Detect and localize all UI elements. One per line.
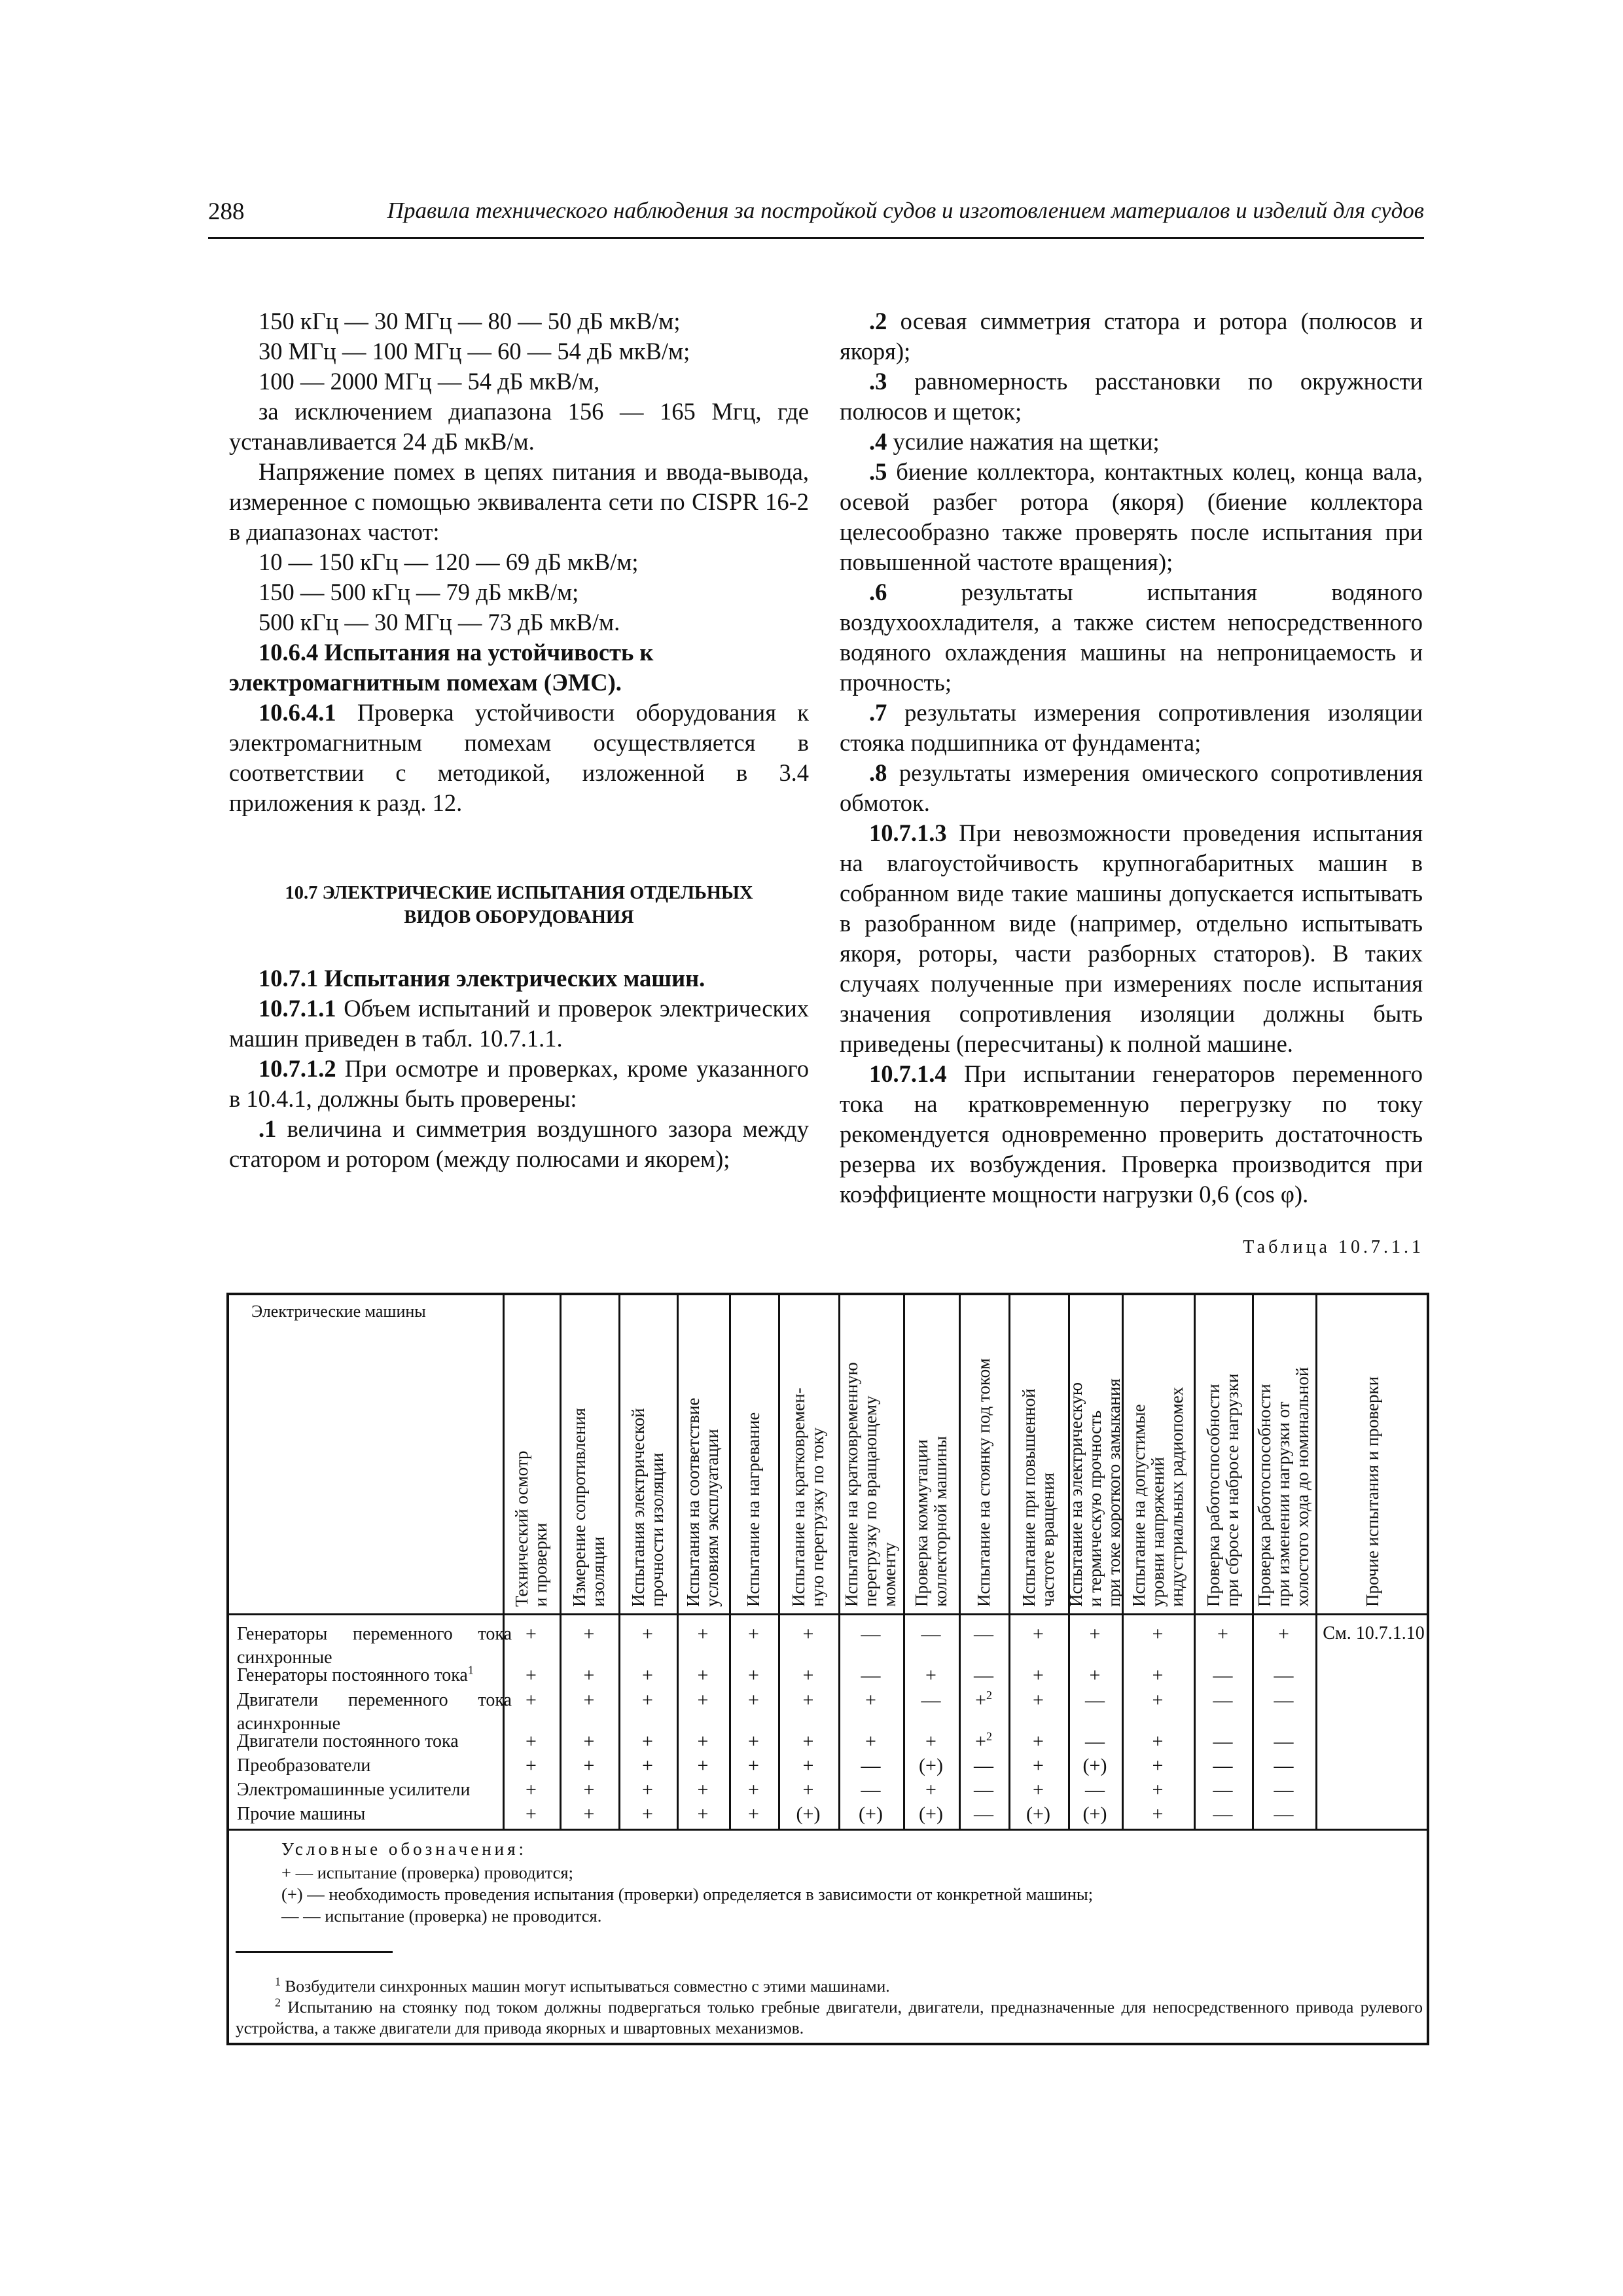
table-cell: +	[1278, 1623, 1289, 1645]
column-header-label: Проверка работоспособности при изменении нагрузки от холостого хода до номинальной	[1255, 1367, 1312, 1607]
table-cell: +	[748, 1731, 759, 1752]
column-header	[677, 1295, 729, 1613]
list-item-7	[840, 698, 1423, 758]
item-text: биение коллектора, контактных колец, конца вала, осевой разбег ротора (якоря) (биение коллектора целесообразно также проверять после испытания при повышенной частоте вращения);	[840, 458, 1423, 575]
table-cell: —	[974, 1779, 993, 1801]
list-item-6	[840, 577, 1423, 698]
table-cell: —	[1085, 1731, 1105, 1752]
column-header	[729, 1295, 778, 1613]
table-cell: +	[642, 1664, 653, 1686]
table-cell: +	[748, 1779, 759, 1801]
column-header	[903, 1295, 959, 1613]
table-cell: +	[583, 1623, 595, 1645]
list-item-2	[840, 306, 1423, 367]
clause-10-6-4-1	[229, 698, 809, 818]
table-cell: +	[1152, 1664, 1164, 1686]
table-cell: +	[1033, 1779, 1044, 1801]
table-cell: +	[925, 1779, 936, 1801]
item-text: величина и симметрия воздушного зазора между статором и ротором (между полюсами и якорем);	[229, 1115, 810, 1172]
clause-number: 10.7.1.2	[259, 1055, 336, 1082]
table-cell: +	[697, 1689, 709, 1711]
column-header	[1065, 1295, 1124, 1613]
table-cell: —	[1213, 1779, 1233, 1801]
table-cell: +	[697, 1779, 709, 1801]
row-label-text: Прочие машины	[237, 1804, 366, 1824]
table-cell: +	[1152, 1755, 1164, 1776]
table-cell: +	[697, 1755, 709, 1776]
section-title-line1: 10.7 ЭЛЕКТРИЧЕСКИЕ ИСПЫТАНИЯ ОТДЕЛЬНЫХ	[285, 883, 753, 903]
table-cell: (+)	[1082, 1755, 1107, 1776]
table-cell: +	[642, 1731, 653, 1752]
item-number: .8	[869, 759, 887, 786]
table-cell: +	[1152, 1689, 1164, 1711]
table-cell: +	[526, 1664, 537, 1686]
table-cell: —	[974, 1623, 993, 1645]
table-cell: +	[1033, 1623, 1044, 1645]
clause-number: 10.6.4.1	[259, 699, 336, 726]
table-cell: (+)	[1026, 1803, 1050, 1825]
table-cell: +	[748, 1623, 759, 1645]
table-cell: +	[925, 1731, 936, 1752]
table-cell: +	[1089, 1623, 1101, 1645]
table-cell: —	[1085, 1779, 1105, 1801]
item-number: .3	[869, 368, 887, 395]
table-cell: +	[583, 1731, 595, 1752]
column-header-label: Испытание на допустимые уровни напряжений индустриальных радиопомех	[1128, 1387, 1186, 1607]
table-cell: (+)	[859, 1803, 883, 1825]
list-item-3	[840, 367, 1423, 427]
item-number: .2	[869, 308, 887, 334]
table-cell: +	[526, 1755, 537, 1776]
table-cell: +	[526, 1689, 537, 1711]
footnote-1	[236, 1976, 1423, 1997]
column-header-label: Проверка работоспособности при сбросе и набросе нагрузки	[1203, 1373, 1242, 1607]
item-text: равномерность расстановки по окружности полюсов и щеток;	[840, 368, 1423, 425]
table-cell: +	[1089, 1664, 1101, 1686]
table-cell: +	[865, 1689, 876, 1711]
section-title-line2: ВИДОВ ОБОРУДОВАНИЯ	[404, 907, 634, 927]
item-text: усилие нажатия на щетки;	[893, 428, 1160, 455]
clause-title: 10.7.1 Испытания электрических машин.	[259, 965, 705, 992]
table-cell: +	[1033, 1689, 1044, 1711]
table-cell: +	[802, 1623, 814, 1645]
column-header	[1194, 1295, 1252, 1613]
column-header-label: Испытания на соответствие условиям эксплуатации	[683, 1397, 722, 1607]
table-cell: —	[1274, 1689, 1294, 1711]
paragraph: Напряжение помех в цепях питания и ввода-вывода, измеренное с помощью эквивалента сети по CISPR 16-2 в диапазонах частот:	[229, 458, 809, 545]
clause-text: При осмотре и проверках, кроме указанного в 10.4.1, должны быть проверены:	[229, 1055, 809, 1112]
clause-text: При невозможности проведения испытания на влагоустойчивость крупногабаритных машин в собранном виде такие машины допускается испытывать в разобранном виде (например, отдельно испытывать якоря, роторы, части разборных статоров). В таких случаях полученные при измерениях после испытания значения сопротивления изоляции должны быть приведены (пересчитаны) к полной машине.	[840, 819, 1423, 1057]
table-cell: —	[974, 1755, 993, 1776]
row-label-text: Двигатели переменного тока асинхронные	[237, 1690, 512, 1734]
table-cell: —	[1274, 1755, 1294, 1776]
table-cell: +	[697, 1803, 709, 1825]
table-cell: +	[526, 1779, 537, 1801]
table-cell: +	[925, 1664, 936, 1686]
clause-text: При испытании генераторов переменного тока на кратковременную перегрузку по току рекомендуется одновременно проверить достаточность резерва их возбуждения. Проверка производится при коэффициенте мощности нагрузки 0,6 (cos φ).	[840, 1060, 1423, 1208]
table-cell: +	[1152, 1779, 1164, 1801]
column-header-label: Технический осмотр и проверки	[511, 1450, 550, 1607]
legend-item: (+) — необходимость проведения испытания (проверки) определяется в зависимости от конкретной машины;	[281, 1884, 1094, 1904]
table-cell: +	[526, 1803, 537, 1825]
table-cell: +	[1152, 1623, 1164, 1645]
table-cell: +	[802, 1689, 814, 1711]
table-cell: —	[1274, 1664, 1294, 1686]
table-cell: +	[1217, 1623, 1228, 1645]
table-rule	[229, 1613, 1429, 1615]
table-cell: +	[1033, 1731, 1044, 1752]
table-cell: —	[861, 1664, 881, 1686]
legend-item: — — испытание (проверка) не проводится.	[281, 1906, 602, 1926]
column-header	[1008, 1295, 1068, 1613]
clause-10-7-1-3	[840, 818, 1423, 1059]
table-cell: +	[748, 1755, 759, 1776]
item-number: .6	[869, 579, 887, 605]
table-cell: (+)	[919, 1755, 943, 1776]
item-text: результаты измерения омического сопротивления обмоток.	[840, 759, 1423, 816]
table-cell: —	[1085, 1689, 1105, 1711]
list-item-8	[840, 758, 1423, 818]
clause-10-7-1-2	[229, 1054, 809, 1114]
row-label	[237, 1754, 512, 1778]
clause-text: Проверка устойчивости оборудования к электромагнитным помехам осуществляется в соответствии с методикой, изложенной в 3.4 приложения к разд. 12.	[229, 699, 810, 816]
table-cell: (+)	[796, 1803, 821, 1825]
table-cell: +	[748, 1689, 759, 1711]
row-label	[237, 1730, 512, 1753]
clause-10-7-1-4	[840, 1059, 1423, 1210]
table-cell: —	[1213, 1731, 1233, 1752]
table-cell: +	[865, 1731, 876, 1752]
table-first-column-header: Электрические машины	[251, 1302, 426, 1321]
table-cell: (+)	[919, 1803, 943, 1825]
clause-number: 10.7.1.1	[259, 995, 336, 1022]
other-tests-cell: См. 10.7.1.10	[1323, 1623, 1425, 1643]
table-cell: —	[1213, 1664, 1233, 1686]
row-label	[237, 1689, 512, 1736]
column-header-label: Измерение сопротивления изоляции	[569, 1408, 608, 1607]
table-cell: —	[1213, 1689, 1233, 1711]
tests-table	[226, 1293, 1429, 2045]
column-header	[503, 1295, 560, 1613]
table-cell: —	[974, 1803, 993, 1825]
footnote-separator	[236, 1951, 393, 1953]
row-label	[237, 1623, 512, 1670]
row-label	[237, 1803, 512, 1826]
paragraph: 30 МГц — 100 МГц — 60 — 54 дБ мкВ/м;	[259, 338, 690, 365]
footnote-mark: 1	[467, 1663, 474, 1677]
table-cell: +	[748, 1803, 759, 1825]
row-label-text: Преобразователи	[237, 1755, 371, 1776]
column-header-label: Испытание на стоянку под током	[973, 1358, 993, 1607]
running-title: Правила технического наблюдения за постройкой судов и изготовлением материалов и изделий для судов	[387, 198, 1424, 223]
table-cell: +	[642, 1755, 653, 1776]
table-cell: —	[1274, 1731, 1294, 1752]
table-cell: —	[974, 1664, 993, 1686]
paragraph: 500 кГц — 30 МГц — 73 дБ мкВ/м.	[259, 609, 620, 636]
table-cell: +	[583, 1779, 595, 1801]
subsection-heading-10-6-4	[229, 637, 809, 698]
column-header-label: Испытания электрической прочности изоляции	[628, 1408, 667, 1607]
table-cell: +	[802, 1755, 814, 1776]
right-column	[840, 306, 1423, 1210]
clause-number: 10.6.4	[259, 639, 319, 666]
table-cell: +	[642, 1803, 653, 1825]
table-cell: +	[642, 1779, 653, 1801]
list-item-1	[229, 1114, 809, 1174]
table-cell: +	[1152, 1731, 1164, 1752]
column-header	[560, 1295, 618, 1613]
item-number: .7	[869, 699, 887, 726]
column-header	[1315, 1295, 1429, 1613]
row-label-text: Генераторы постоянного тока	[237, 1665, 468, 1685]
table-cell: —	[861, 1623, 881, 1645]
paragraph: за исключением диапазона 156 — 165 Мгц, где устанавливается 24 дБ мкВ/м.	[229, 398, 809, 455]
left-column	[229, 306, 809, 1174]
table-cell: —	[1213, 1803, 1233, 1825]
table-cell: —	[1274, 1803, 1294, 1825]
column-header	[959, 1295, 1008, 1613]
table-cell: +	[526, 1731, 537, 1752]
table-cell: —	[861, 1755, 881, 1776]
column-header	[838, 1295, 903, 1613]
item-text: осевая симметрия статора и ротора (полюсов и якоря);	[840, 308, 1423, 365]
table-caption: Таблица 10.7.1.1	[1243, 1237, 1424, 1257]
table-cell: +	[1033, 1755, 1044, 1776]
table-cell: +	[1152, 1803, 1164, 1825]
section-title	[229, 881, 809, 929]
footnote-text: Возбудители синхронных машин могут испытываться совместно с этими машинами.	[285, 1977, 890, 1996]
footnote-mark: 2	[275, 1996, 281, 2009]
row-label	[237, 1664, 512, 1687]
column-header-label: Проверка коммутации коллекторной машины	[911, 1436, 950, 1607]
clause-title: Испытания на устойчивость к электромагнитным помехам (ЭМС).	[229, 639, 654, 696]
paragraph: 100 — 2000 МГц — 54 дБ мкВ/м,	[259, 368, 600, 395]
table-cell: +	[583, 1803, 595, 1825]
subsection-heading-10-7-1	[229, 963, 809, 994]
table-cell: +	[697, 1623, 709, 1645]
table-cell: +$^2$	[975, 1730, 992, 1752]
table-cell: +	[697, 1664, 709, 1686]
paragraph: 150 — 500 кГц — 79 дБ мкВ/м;	[259, 579, 579, 605]
table-cell: +	[1033, 1664, 1044, 1686]
row-label	[237, 1778, 512, 1802]
column-header-label: Испытание при повышенной частоте вращения	[1018, 1388, 1058, 1607]
footnote-2	[236, 1997, 1423, 2039]
row-label-text: Генераторы переменного тока синхронные	[237, 1624, 512, 1668]
column-header	[1252, 1295, 1315, 1613]
legend-title: Условные обозначения:	[281, 1839, 527, 1859]
column-header-label: Прочие испытания и проверки	[1362, 1376, 1382, 1607]
column-header-label: Испытание на кратковремен- ную перегрузку по току	[789, 1388, 827, 1607]
item-number: .5	[869, 458, 887, 485]
clause-10-7-1-1	[229, 994, 809, 1054]
paragraph: 150 кГц — 30 МГц — 80 — 50 дБ мкВ/м;	[259, 308, 681, 334]
table-cell: +	[802, 1664, 814, 1686]
list-item-4	[840, 427, 1423, 457]
row-label-text: Двигатели постоянного тока	[237, 1731, 459, 1751]
table-cell: +	[802, 1779, 814, 1801]
column-header-label: Испытание на нагревание	[743, 1412, 763, 1607]
column-header	[1122, 1295, 1194, 1613]
table-cell: —	[921, 1623, 941, 1645]
table-cell: +	[583, 1755, 595, 1776]
item-number: .1	[259, 1115, 277, 1142]
item-text: результаты испытания водяного воздухоохладителя, а также систем непосредственного водяного охлаждения машины на непроницаемость и прочность;	[840, 579, 1423, 696]
table-cell: (+)	[1082, 1803, 1107, 1825]
column-header	[618, 1295, 677, 1613]
page-number: 288	[208, 198, 245, 225]
table-cell: —	[1274, 1779, 1294, 1801]
table-cell: —	[1213, 1755, 1233, 1776]
clause-number: 10.7.1.3	[869, 819, 947, 846]
item-number: .4	[869, 428, 887, 455]
table-cell: +	[583, 1664, 595, 1686]
table-cell: +	[697, 1731, 709, 1752]
column-header-label: Испытание на кратковременную перегрузку по вращающему моменту	[842, 1362, 899, 1607]
table-cell: +	[583, 1689, 595, 1711]
table-cell: +	[802, 1731, 814, 1752]
table-rule	[229, 1829, 1429, 1831]
table-cell: +$^2$	[975, 1689, 992, 1711]
clause-number: 10.7.1.4	[869, 1060, 947, 1087]
page-header	[208, 198, 1424, 239]
row-label-text: Электромашинные усилители	[237, 1780, 471, 1800]
list-item-5	[840, 457, 1423, 577]
table-cell: —	[861, 1779, 881, 1801]
column-header-label: Испытание на электрическую и термическую прочность при токе короткого замыкания	[1065, 1378, 1124, 1607]
table-cell: +	[642, 1689, 653, 1711]
legend-item: + — испытание (проверка) проводится;	[281, 1863, 573, 1882]
paragraph: 10 — 150 кГц — 120 — 69 дБ мкВ/м;	[259, 548, 639, 575]
column-header	[778, 1295, 838, 1613]
table-cell: +	[526, 1623, 537, 1645]
table-cell: +	[748, 1664, 759, 1686]
footnote-mark: 1	[275, 1975, 281, 1988]
table-cell: +	[642, 1623, 653, 1645]
footnote-text: Испытанию на стоянку под током должны подвергаться только гребные двигатели, двигатели, предназначенные для непосредственного привода рулевого устройства, а также двигатели для привода якорных и швартовных механизмов.	[236, 1998, 1423, 2037]
clause-text: Объем испытаний и проверок электрических машин приведен в табл. 10.7.1.1.	[229, 995, 809, 1052]
item-text: результаты измерения сопротивления изоляции стояка подшипника от фундамента;	[840, 699, 1423, 756]
table-cell: —	[921, 1689, 941, 1711]
